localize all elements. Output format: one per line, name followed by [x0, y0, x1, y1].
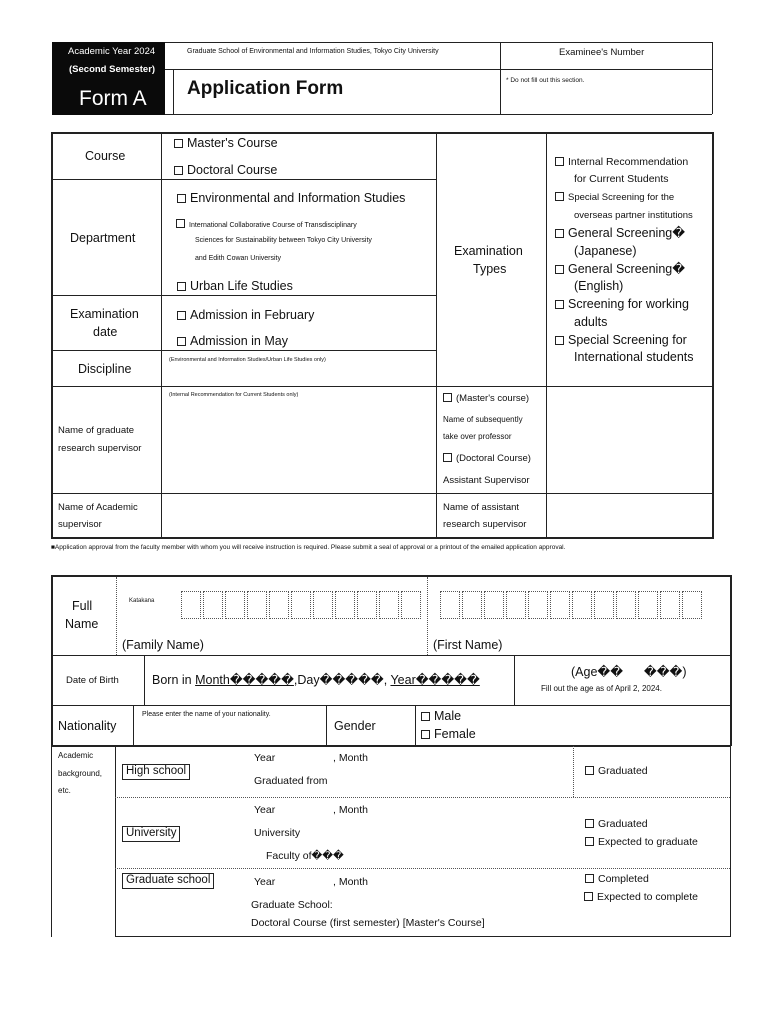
department-option-urban[interactable]: Urban Life Studies	[177, 279, 293, 294]
takeover-professor-input[interactable]	[548, 388, 712, 492]
assistant-research-supervisor-input[interactable]	[548, 495, 712, 537]
dob-month[interactable]: Month�����	[195, 673, 294, 687]
department-option-intl-line2: Sciences for Sustainability between Tokyo City University	[195, 237, 372, 244]
checkbox-icon[interactable]	[585, 837, 594, 846]
first-name-label: (First Name)	[433, 638, 503, 652]
checkbox-icon[interactable]	[176, 219, 185, 228]
g-school[interactable]: Graduate School:	[251, 899, 333, 911]
born-in-label: Born in	[152, 673, 196, 687]
katakana-first-box[interactable]	[616, 591, 636, 619]
supervisor-note: (Internal Recommendation for Current Students only)	[169, 392, 299, 398]
exam-type-working-adults-line2: adults	[574, 315, 608, 329]
checkbox-icon[interactable]	[174, 166, 183, 175]
course-label: Course	[85, 149, 126, 163]
exam-type-internal[interactable]: Internal Recommendation	[555, 156, 688, 169]
checkbox-icon[interactable]	[555, 229, 564, 238]
g-course[interactable]: Doctoral Course (first semester) [Master's Course]	[251, 917, 485, 929]
checkbox-icon[interactable]	[585, 819, 594, 828]
katakana-first-box[interactable]	[484, 591, 504, 619]
university-tag: University	[122, 826, 180, 842]
hs-year[interactable]: Year	[254, 752, 276, 764]
katakana-first-box[interactable]	[550, 591, 570, 619]
supervisor-doctoral-option[interactable]: (Doctoral Course)	[443, 453, 531, 464]
academic-supervisor-label: Name of Academic	[58, 502, 138, 513]
u-status-expected[interactable]: Expected to graduate	[585, 836, 698, 849]
discipline-label: Discipline	[78, 362, 132, 376]
u-year[interactable]: Year	[254, 804, 276, 816]
checkbox-icon[interactable]	[555, 336, 564, 345]
checkbox-icon[interactable]	[177, 194, 186, 203]
katakana-first-box[interactable]	[506, 591, 526, 619]
katakana-family-box[interactable]	[401, 591, 421, 619]
katakana-first-box[interactable]	[638, 591, 658, 619]
academic-bg-label-2: background,	[58, 769, 103, 778]
department-option-intl-line3: and Edith Cowan University	[195, 255, 281, 262]
course-option-doctoral[interactable]: Doctoral Course	[174, 163, 277, 178]
age-note: Fill out the age as of April 2, 2024.	[541, 684, 662, 693]
exam-type-general-en-line2: (English)	[574, 279, 624, 293]
exam-type-partner-line2: overseas partner institutions	[574, 210, 693, 221]
academic-bg-label: Academic	[58, 751, 94, 760]
dob-label: Date of Birth	[66, 675, 119, 686]
exam-types-label-2: Types	[473, 262, 507, 276]
nationality-input[interactable]	[135, 722, 324, 744]
exam-type-international[interactable]: Special Screening for	[555, 333, 687, 348]
katakana-family-box[interactable]	[181, 591, 201, 619]
checkbox-icon[interactable]	[177, 282, 186, 291]
g-status-expected[interactable]: Expected to complete	[584, 891, 698, 904]
checkbox-icon[interactable]	[555, 157, 564, 166]
u-university[interactable]: University	[254, 827, 301, 839]
graduate-school-tag: Graduate school	[122, 873, 214, 889]
department-option-env[interactable]: Environmental and Information Studies	[177, 191, 405, 206]
checkbox-icon[interactable]	[555, 192, 564, 201]
u-month[interactable]: , Month	[333, 804, 369, 816]
full-name-label-2: Name	[65, 617, 99, 631]
checkbox-icon[interactable]	[443, 393, 452, 402]
katakana-family-box[interactable]	[291, 591, 311, 619]
approval-note: ■Application approval from the faculty member with whom you will receive instruction is required. Please submit a seal of approval or a printout of the emailed application approval.	[51, 544, 566, 551]
g-status-completed[interactable]: Completed	[585, 873, 649, 886]
dob-day[interactable]: Day�����	[297, 673, 384, 687]
supervisor-masters-option[interactable]: (Master's course)	[443, 393, 529, 404]
checkbox-icon[interactable]	[585, 766, 594, 775]
katakana-first-box[interactable]	[682, 591, 702, 619]
exam-type-partner[interactable]: Special Screening for the	[555, 192, 674, 203]
academic-supervisor-input[interactable]	[163, 495, 435, 537]
research-supervisor-label-2: research supervisor	[58, 443, 142, 454]
katakana-family-box[interactable]	[335, 591, 355, 619]
checkbox-icon[interactable]	[585, 874, 594, 883]
katakana-family-box[interactable]	[247, 591, 267, 619]
department-option-intl[interactable]: International Collaborative Course of Transdisciplinary	[176, 219, 357, 230]
research-supervisor-label: Name of graduate	[58, 425, 135, 436]
katakana-first-box[interactable]	[594, 591, 614, 619]
discipline-input[interactable]	[163, 366, 435, 384]
nationality-note: Please enter the name of your nationality.	[142, 711, 271, 718]
katakana-first-box[interactable]	[440, 591, 460, 619]
katakana-first-box[interactable]	[528, 591, 548, 619]
gender-label: Gender	[334, 719, 376, 733]
exam-date-may[interactable]: Admission in May	[177, 334, 288, 349]
assistant-research-supervisor-label: Name of assistant	[443, 502, 520, 513]
checkbox-icon[interactable]	[421, 712, 430, 721]
examinee-number-label: Examinee's Number	[559, 47, 645, 58]
g-year[interactable]: Year	[254, 876, 276, 888]
u-faculty[interactable]: Faculty of���	[266, 850, 344, 862]
checkbox-icon[interactable]	[174, 139, 183, 148]
full-name-label: Full	[72, 599, 93, 613]
academic-year: Academic Year 2024	[68, 46, 156, 57]
checkbox-icon[interactable]	[443, 453, 452, 462]
hs-graduated-from[interactable]: Graduated from	[254, 775, 328, 787]
academic-bg-label-3: etc.	[58, 786, 71, 795]
g-month[interactable]: , Month	[333, 876, 369, 888]
gender-female[interactable]: Female	[421, 727, 476, 742]
exam-date-label-2: date	[93, 325, 118, 339]
research-supervisor-input[interactable]	[163, 402, 435, 492]
checkbox-icon[interactable]	[555, 265, 564, 274]
school-name: Graduate School of Environmental and Information Studies, Tokyo City University	[187, 48, 439, 55]
checkbox-icon[interactable]	[177, 337, 186, 346]
exam-date-label: Examination	[70, 307, 139, 321]
exam-type-general-en[interactable]: General Screening�	[555, 262, 685, 277]
form-code: Form A	[79, 87, 147, 110]
assistant-research-supervisor-label-2: research supervisor	[443, 519, 527, 530]
checkbox-icon[interactable]	[584, 892, 593, 901]
katakana-family-box[interactable]	[269, 591, 289, 619]
course-option-masters[interactable]: Master's Course	[174, 136, 278, 151]
exam-type-internal-line2: for Current Students	[574, 173, 669, 185]
exam-type-working-adults[interactable]: Screening for working	[555, 297, 689, 312]
u-status-graduated[interactable]: Graduated	[585, 818, 648, 831]
semester: (Second Semester)	[69, 64, 156, 75]
katakana-family-box[interactable]	[379, 591, 399, 619]
katakana-first-box[interactable]	[660, 591, 680, 619]
takeover-professor-label-2: take over professor	[443, 432, 512, 441]
exam-type-general-jp[interactable]: General Screening�	[555, 226, 685, 241]
academic-supervisor-label-2: supervisor	[58, 519, 102, 530]
takeover-professor-label: Name of subsequently	[443, 415, 523, 424]
katakana-family-box[interactable]	[203, 591, 223, 619]
age-field[interactable]: (Age�� ���)	[571, 665, 687, 679]
department-label: Department	[70, 231, 136, 245]
gender-male[interactable]: Male	[421, 709, 461, 724]
exam-date-february[interactable]: Admission in February	[177, 308, 314, 323]
nationality-label: Nationality	[58, 719, 117, 733]
checkbox-icon[interactable]	[555, 300, 564, 309]
assistant-supervisor-label: Assistant Supervisor	[443, 475, 530, 486]
katakana-first-box[interactable]	[462, 591, 482, 619]
checkbox-icon[interactable]	[421, 730, 430, 739]
katakana-family-box[interactable]	[225, 591, 245, 619]
katakana-first-box[interactable]	[572, 591, 592, 619]
family-name-label: (Family Name)	[122, 638, 204, 652]
hs-month[interactable]: , Month	[333, 752, 369, 764]
exam-type-international-line2: International students	[574, 350, 694, 364]
exam-type-general-jp-line2: (Japanese)	[574, 244, 637, 258]
high-school-tag: High school	[122, 764, 190, 780]
discipline-note: (Environmental and Information Studies/Urban Life Studies only)	[169, 357, 326, 363]
dob-field[interactable]: Born in Month�����,Day�����, Year�����	[152, 673, 480, 687]
exam-types-label: Examination	[454, 244, 523, 258]
katakana-family-box[interactable]	[313, 591, 333, 619]
checkbox-icon[interactable]	[177, 311, 186, 320]
hs-status-graduated[interactable]: Graduated	[585, 765, 648, 778]
katakana-label: Katakana	[129, 598, 155, 604]
examinee-note: * Do not fill out this section.	[506, 77, 585, 84]
page-title: Application Form	[187, 78, 344, 99]
katakana-family-box[interactable]	[357, 591, 377, 619]
dob-year[interactable]: Year�����	[390, 673, 480, 687]
